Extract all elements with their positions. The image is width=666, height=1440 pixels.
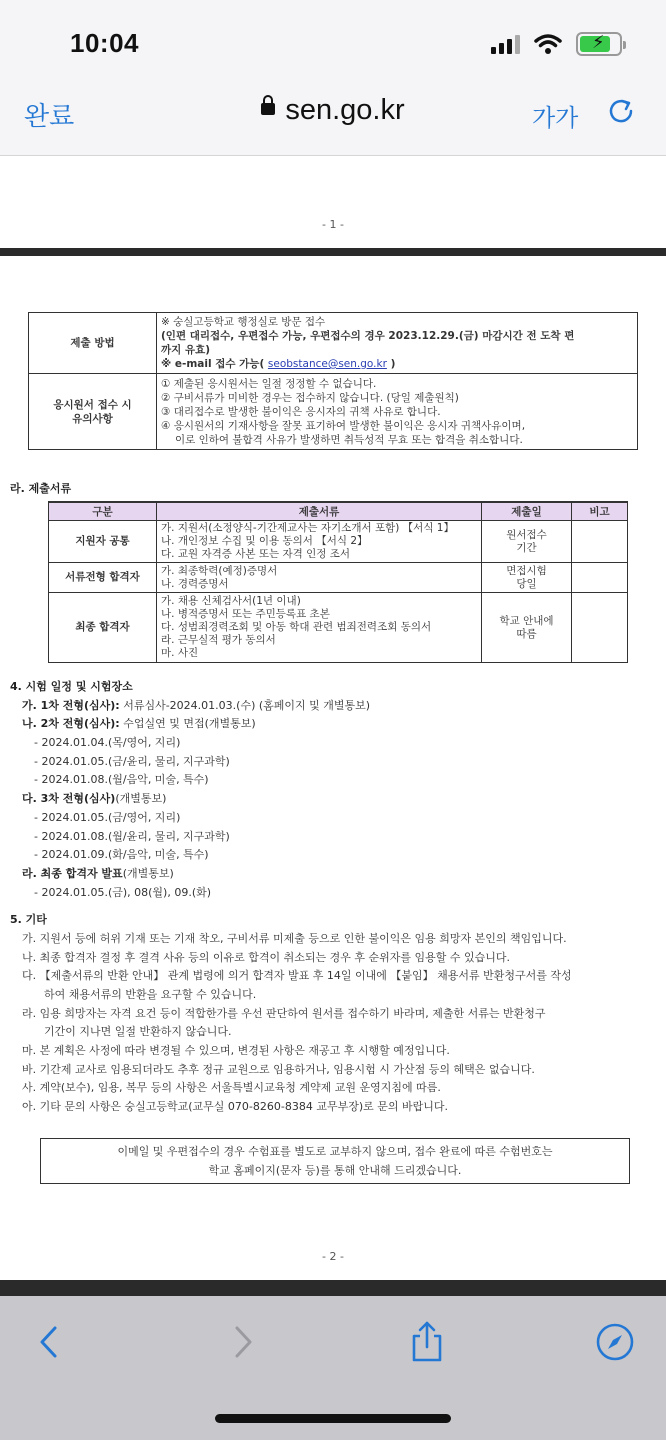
etc-line: 하여 채용서류의 반환을 요구할 수 있습니다. xyxy=(44,988,257,1001)
item-line: 나. 개인정보 수집 및 이용 동의서 【서식 2】 xyxy=(161,535,368,547)
done-button[interactable]: 완료 xyxy=(24,101,75,131)
schedule-subitem: - 2024.01.05.(금/윤리, 물리, 지구과학) xyxy=(34,755,230,768)
col-header: 구분 xyxy=(49,502,157,521)
table-row xyxy=(49,563,628,593)
etc-line: 사. 계약(보수), 임용, 복무 등의 사항은 서울특별시교육청 계약제 교원 운영지침에 따름. xyxy=(22,1081,441,1094)
schedule-subitem: - 2024.01.05.(금), 08(월), 09.(화) xyxy=(34,886,212,899)
notice-line: 학교 홈페이지(문자 등)를 통해 안내해 드리겠습니다. xyxy=(208,1164,462,1177)
cellular-signal-icon xyxy=(491,34,520,54)
submission-method-table xyxy=(28,312,638,450)
col-header: 제출서류 xyxy=(157,502,482,521)
date-line: 기간 xyxy=(516,541,537,554)
date-line: 원서접수 xyxy=(506,528,547,541)
item-line: 가. 최종학력(예정)증명서 xyxy=(161,564,278,577)
submission-method-head: 제출 방법 xyxy=(29,313,157,374)
etc-line: 라. 임용 희망자는 자격 요건 등이 적합한가를 우선 판단하여 원서를 접수하기 바라며, 제출한 서류는 반환청구 xyxy=(22,1007,546,1020)
schedule-text: 서류심사-2024.01.03.(수) (홈페이지 및 개별통보) xyxy=(119,699,371,712)
category-cell: 최종 합격자 xyxy=(49,593,157,663)
chevron-left-icon[interactable] xyxy=(28,1320,72,1364)
status-icons xyxy=(491,32,622,56)
page-number-1: - 1 - xyxy=(322,218,344,231)
page-divider xyxy=(0,248,666,256)
schedule-text: (개별통보) xyxy=(122,867,174,880)
etc-line: 가. 지원서 등에 허위 기재 또는 기재 착오, 구비서류 미제출 등으로 인한 불이익은 임용 희망자 본인의 책임입니다. xyxy=(22,932,567,945)
status-time: 10:04 xyxy=(70,28,139,58)
schedule-label: 나. 2차 전형(심사): xyxy=(22,717,120,730)
cell-line: ) xyxy=(390,358,396,370)
schedule-text: 수업실연 및 면접(개별통보) xyxy=(119,717,256,730)
schedule-title: 4. 시험 일정 및 시험장소 xyxy=(10,680,133,693)
etc-line: 아. 기타 문의 사항은 숭실고등학교(교무실 070-8260-8384 교무부장)로 문의 바랍니다. xyxy=(22,1100,448,1113)
etc-line: 바. 기간제 교사로 임용되더라도 추후 정규 교원으로 임용하거나, 임용시험 시 가산점 등의 혜택은 없습니다. xyxy=(22,1063,535,1076)
email-link[interactable]: seobstance@sen.go.kr xyxy=(267,358,387,370)
lock-icon xyxy=(261,103,275,115)
date-line: 따름 xyxy=(516,627,537,640)
items-cell xyxy=(157,563,482,593)
schedule-text: (개별통보) xyxy=(115,792,167,805)
item-line: 나. 병적증명서 또는 주민등록표 초본 xyxy=(161,608,330,620)
date-line: 면접시험 xyxy=(506,564,547,577)
cell-line: ③ 대리접수로 발생한 불이익은 응시자의 귀책 사유로 합니다. xyxy=(161,405,441,418)
document-viewer[interactable] xyxy=(0,156,666,1296)
items-cell xyxy=(157,521,482,563)
table-row xyxy=(49,593,628,663)
schedule-item xyxy=(22,715,256,731)
category-cell: 지원자 공통 xyxy=(49,521,157,563)
item-line: 가. 지원서(소정양식-기간제교사는 자기소개서 포함) 【서식 1】 xyxy=(161,522,454,534)
col-header: 제출일 xyxy=(482,502,572,521)
text-size-button[interactable]: 가가 xyxy=(532,105,579,132)
schedule-label: 라. 최종 합격자 발표 xyxy=(22,867,123,880)
schedule-subitem: - 2024.01.08.(월/음악, 미술, 특수) xyxy=(34,773,209,786)
notice-line: 이메일 및 우편접수의 경우 수험표를 별도로 교부하지 않으며, 접수 완료에 따른 수험번호는 xyxy=(117,1145,553,1158)
etc-line: 마. 본 계획은 사정에 따라 변경될 수 있으며, 변경된 사항은 재공고 후 시행할 예정입니다. xyxy=(22,1044,450,1057)
items-cell xyxy=(157,593,482,663)
cell-line: (인편 대리접수, 우편접수 가능, 우편접수의 경우 2023.12.29.(금) 마감시간 전 도착 편 xyxy=(161,330,575,342)
application-notes-head xyxy=(29,374,157,450)
etc-line: 나. 최종 합격자 결정 후 결격 사유 등의 이유로 합격이 취소되는 경우 후 순위자를 임용할 수 있습니다. xyxy=(22,951,510,964)
date-cell xyxy=(482,563,572,593)
cell-line: 이로 인하여 불합격 사유가 발생하면 취득성적 무효 또는 합격을 취소합니다. xyxy=(175,433,523,446)
table-row xyxy=(49,521,628,563)
note-cell xyxy=(572,563,628,593)
browser-top-chrome xyxy=(0,0,666,156)
schedule-label: 다. 3차 전형(심사) xyxy=(22,792,116,805)
cell-line: ※ e-mail 접수 가능( xyxy=(161,358,265,370)
head-line: 유의사항 xyxy=(72,412,113,425)
schedule-subitem: - 2024.01.08.(월/윤리, 물리, 지구과학) xyxy=(34,830,230,843)
item-line: 마. 사진 xyxy=(161,647,199,659)
schedule-subitem: - 2024.01.04.(목/영어, 지리) xyxy=(34,736,181,749)
compass-icon[interactable] xyxy=(593,1320,637,1364)
note-cell xyxy=(572,593,628,663)
chevron-right-icon[interactable] xyxy=(220,1320,264,1364)
col-header: 비고 xyxy=(572,502,628,521)
url-text: sen.go.kr xyxy=(285,94,405,126)
wifi-icon xyxy=(534,33,562,55)
home-indicator xyxy=(215,1414,451,1423)
page-number-2: - 2 - xyxy=(322,1250,344,1263)
item-line: 라. 근무실적 평가 동의서 xyxy=(161,634,276,646)
date-cell xyxy=(482,521,572,563)
schedule-item xyxy=(22,697,370,713)
date-cell xyxy=(482,593,572,663)
share-icon[interactable] xyxy=(405,1320,449,1364)
etc-line: 기간이 지나면 일절 반환하지 않습니다. xyxy=(44,1025,232,1038)
item-line: 가. 채용 신체검사서(1년 이내) xyxy=(161,595,301,607)
application-notes-cell xyxy=(157,374,638,450)
documents-section-title: 라. 제출서류 xyxy=(10,482,72,495)
date-line: 학교 안내에 xyxy=(499,614,554,627)
item-line: 다. 성범죄경력조회 및 아동 학대 관련 범죄전력조회 동의서 xyxy=(161,621,432,633)
cell-line: ① 제출된 응시원서는 일절 정정할 수 없습니다. xyxy=(161,377,377,390)
note-cell xyxy=(572,521,628,563)
exam-ticket-notice xyxy=(40,1138,630,1184)
item-line: 나. 경력증명서 xyxy=(161,577,229,590)
browser-bottom-toolbar xyxy=(0,1296,666,1440)
item-line: 다. 교원 자격증 사본 또는 자격 인정 조서 xyxy=(161,548,350,560)
required-documents-table xyxy=(48,501,628,663)
etc-line: 다. 【제출서류의 반환 안내】 관계 법령에 의거 합격자 발표 후 14일 이내에 【붙임】 채용서류 반환청구서를 작성 xyxy=(22,969,572,982)
cell-line: ④ 응시원서의 기재사항을 잘못 표기하여 발생한 불이익은 응시자 귀책사유이며, xyxy=(161,419,526,432)
etc-title: 5. 기타 xyxy=(10,913,47,926)
head-line: 응시원서 접수 시 xyxy=(53,398,132,411)
category-cell: 서류전형 합격자 xyxy=(49,563,157,593)
date-line: 당일 xyxy=(516,577,537,590)
reload-icon[interactable] xyxy=(606,96,636,126)
cell-line: ※ 숭실고등학교 행정실로 방문 접수 xyxy=(161,316,326,328)
cell-line: ② 구비서류가 미비한 경우는 접수하지 않습니다. (당일 제출원칙) xyxy=(161,391,459,404)
schedule-subitem: - 2024.01.05.(금/영어, 지리) xyxy=(34,811,181,824)
cell-line: 까지 유효) xyxy=(161,344,211,356)
schedule-subitem: - 2024.01.09.(화/음악, 미술, 특수) xyxy=(34,848,209,861)
page-divider xyxy=(0,1280,666,1296)
schedule-label: 가. 1차 전형(심사): xyxy=(22,699,120,712)
submission-method-cell xyxy=(157,313,638,374)
battery-charging-icon: ⚡ xyxy=(576,32,622,56)
schedule-item xyxy=(22,790,166,806)
schedule-item xyxy=(22,865,174,881)
